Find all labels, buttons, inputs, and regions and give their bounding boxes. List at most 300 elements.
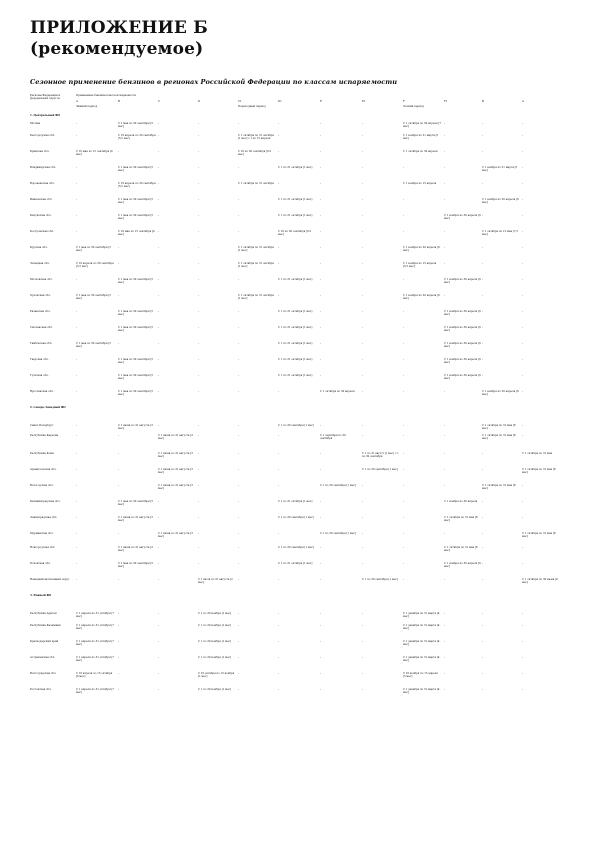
class-header-0: A [76, 100, 78, 103]
empty-cell: - [320, 578, 322, 581]
period-cell: С 1 ноября по 31 марта [5 мес] [403, 134, 439, 141]
empty-cell: - [278, 246, 280, 249]
empty-cell: - [444, 390, 446, 393]
empty-cell: - [482, 294, 484, 297]
empty-cell: - [482, 656, 484, 659]
empty-cell: - [198, 424, 200, 427]
header-period-a: Зимний период [76, 105, 98, 108]
empty-cell: - [198, 326, 200, 329]
period-cell: С 1 по 31 октября [1 мес] [278, 500, 313, 503]
period-cell: С 1 по 31 октября [1 мес] [278, 166, 313, 169]
empty-cell: - [522, 688, 524, 691]
empty-cell: - [482, 468, 484, 471]
period-cell: С 16 мая по 15 сентября [4 мес] [118, 230, 155, 237]
empty-cell: - [198, 262, 200, 265]
region-name: Рязанская обл. [30, 310, 51, 313]
period-cell: С 1 ноября по 30 апреля [6 мес] [444, 278, 481, 285]
empty-cell: - [362, 246, 364, 249]
period-cell: С 16 по 30 сентября [0,5 мес] [238, 150, 272, 157]
empty-cell: - [522, 294, 524, 297]
period-cell: С 16 апреля по 30 сентября [5,5 мес] [118, 182, 156, 189]
region-name: Воронежская обл. [30, 182, 55, 185]
empty-cell: - [522, 516, 524, 519]
empty-cell: - [444, 452, 446, 455]
empty-cell: - [362, 230, 364, 233]
empty-cell: - [198, 434, 200, 437]
empty-cell: - [444, 578, 446, 581]
period-cell: С 1 октября по 31 мая [8 мес] [522, 532, 556, 539]
empty-cell: - [238, 390, 240, 393]
class-header-11: A [522, 100, 524, 103]
empty-cell: - [118, 294, 120, 297]
empty-cell: - [76, 516, 78, 519]
empty-cell: - [76, 122, 78, 125]
empty-cell: - [198, 516, 200, 519]
empty-cell: - [238, 424, 240, 427]
period-cell: С 1 октября по 15 мая [7,5 мес] [482, 230, 518, 237]
empty-cell: - [362, 672, 364, 675]
period-cell: С 1 июня по 31 августа [3 мес] [158, 484, 193, 491]
empty-cell: - [403, 500, 405, 503]
empty-cell: - [238, 230, 240, 233]
region-name: Липецкая обл. [30, 262, 50, 265]
empty-cell: - [320, 166, 322, 169]
empty-cell: - [444, 468, 446, 471]
empty-cell: - [522, 424, 524, 427]
period-cell: С 16 апреля по 30 сентября [5,5 мес] [76, 262, 114, 269]
empty-cell: - [278, 434, 280, 437]
period-cell: С 1 октября по 30 апреля [403, 150, 438, 153]
empty-cell: - [522, 612, 524, 615]
empty-cell: - [76, 578, 78, 581]
empty-cell: - [238, 214, 240, 217]
empty-cell: - [278, 578, 280, 581]
empty-cell: - [198, 310, 200, 313]
empty-cell: - [158, 546, 160, 549]
empty-cell: - [278, 182, 280, 185]
period-cell: С 1 октября по 30 июня [9 мес] [522, 578, 558, 585]
period-cell: С 1 мая по 30 сентября [5 мес] [118, 198, 154, 205]
empty-cell: - [320, 468, 322, 471]
empty-cell: - [482, 150, 484, 153]
empty-cell: - [482, 452, 484, 455]
empty-cell: - [238, 122, 240, 125]
empty-cell: - [198, 562, 200, 565]
empty-cell: - [158, 166, 160, 169]
empty-cell: - [362, 424, 364, 427]
empty-cell: - [320, 516, 322, 519]
period-cell: С 1 июня по 31 августа [3 мес] [158, 452, 193, 459]
empty-cell: - [320, 640, 322, 643]
empty-cell: - [362, 166, 364, 169]
empty-cell: - [158, 294, 160, 297]
empty-cell: - [482, 578, 484, 581]
period-cell: С 1 мая по 30 сентября [5 мес] [118, 358, 154, 365]
empty-cell: - [118, 640, 120, 643]
empty-cell: - [362, 278, 364, 281]
empty-cell: - [76, 230, 78, 233]
empty-cell: - [278, 390, 280, 393]
empty-cell: - [403, 278, 405, 281]
empty-cell: - [403, 310, 405, 313]
class-header-5: D1 [278, 100, 282, 103]
period-cell: С 1 мая по 30 сентября [5 мес] [76, 342, 112, 349]
region-name: Волгоградская обл. [30, 672, 57, 675]
empty-cell: - [444, 134, 446, 137]
class-header-1: B [118, 100, 120, 103]
empty-cell: - [522, 166, 524, 169]
empty-cell: - [522, 262, 524, 265]
empty-cell: - [403, 326, 405, 329]
period-cell: С 1 октября по 31 октября [238, 182, 274, 185]
empty-cell: - [238, 278, 240, 281]
empty-cell: - [118, 484, 120, 487]
empty-cell: - [238, 342, 240, 345]
empty-cell: - [522, 374, 524, 377]
empty-cell: - [444, 198, 446, 201]
empty-cell: - [158, 198, 160, 201]
empty-cell: - [118, 452, 120, 455]
empty-cell: - [76, 326, 78, 329]
empty-cell: - [444, 294, 446, 297]
empty-cell: - [444, 656, 446, 659]
empty-cell: - [362, 390, 364, 393]
period-cell: С 1 мая по 30 сентября [5 мес] [118, 562, 154, 569]
empty-cell: - [238, 452, 240, 455]
empty-cell: - [76, 452, 78, 455]
empty-cell: - [278, 624, 280, 627]
empty-cell: - [238, 688, 240, 691]
empty-cell: - [482, 134, 484, 137]
period-cell: С 1 ноября по 30 апреля [6 мес] [444, 374, 481, 381]
empty-cell: - [76, 134, 78, 137]
region-name: Республика Калмыкия [30, 624, 61, 627]
empty-cell: - [320, 134, 322, 137]
empty-cell: - [76, 468, 78, 471]
empty-cell: - [522, 278, 524, 281]
empty-cell: - [444, 688, 446, 691]
empty-cell: - [158, 134, 160, 137]
empty-cell: - [403, 434, 405, 437]
period-cell: С 1 по 31 октября [1 мес] [278, 326, 313, 329]
class-header-4: C1 [238, 100, 242, 103]
region-name: Ростовская обл. [30, 688, 52, 691]
region-name: Тверская обл. [30, 358, 49, 361]
empty-cell: - [403, 516, 405, 519]
empty-cell: - [403, 230, 405, 233]
empty-cell: - [158, 278, 160, 281]
period-cell: С 1 по 30 сентября [1 мес] [362, 578, 398, 581]
section-heading: 2. Северо-Западный ФО [30, 406, 66, 409]
header-period-c: Летний период [403, 105, 424, 108]
region-name: Владимирская обл. [30, 166, 57, 169]
empty-cell: - [320, 374, 322, 377]
empty-cell: - [278, 640, 280, 643]
empty-cell: - [320, 198, 322, 201]
table-header [30, 94, 570, 112]
period-cell: С 1 по 30 сентября [1 мес] [320, 484, 356, 487]
empty-cell: - [118, 578, 120, 581]
empty-cell: - [482, 532, 484, 535]
period-cell: С 1 по 30 сентября [1 мес] [320, 532, 356, 535]
empty-cell: - [118, 612, 120, 615]
period-cell: С 1 мая по 30 сентября [5 мес] [118, 500, 154, 507]
empty-cell: - [158, 358, 160, 361]
period-cell: С 1 по 31 октября [1 мес] [278, 310, 313, 313]
empty-cell: - [522, 134, 524, 137]
period-cell: С 1 октября по 31 мая [522, 452, 553, 455]
empty-cell: - [482, 688, 484, 691]
period-cell: С 1 октября по 31 мая [8 мес] [482, 424, 516, 431]
appendix-title-line2: (рекомендуемое) [30, 39, 204, 59]
empty-cell: - [278, 122, 280, 125]
empty-cell: - [238, 656, 240, 659]
empty-cell: - [320, 246, 322, 249]
empty-cell: - [403, 342, 405, 345]
empty-cell: - [278, 532, 280, 535]
region-name: Вологодская обл. [30, 484, 54, 487]
empty-cell: - [158, 262, 160, 265]
empty-cell: - [522, 500, 524, 503]
empty-cell: - [362, 688, 364, 691]
region-name: Тульская обл. [30, 374, 49, 377]
empty-cell: - [522, 640, 524, 643]
empty-cell: - [158, 342, 160, 345]
period-cell: С 1 по 31 октября [1 мес] [278, 198, 313, 201]
empty-cell: - [198, 182, 200, 185]
empty-cell: - [362, 562, 364, 565]
empty-cell: - [482, 612, 484, 615]
empty-cell: - [403, 358, 405, 361]
empty-cell: - [198, 390, 200, 393]
period-cell: С 1 октября по 31 мая [8 мес] [522, 468, 556, 475]
empty-cell: - [320, 624, 322, 627]
empty-cell: - [158, 390, 160, 393]
header-top-note: Применение бензина класса испаряемости [76, 94, 136, 97]
empty-cell: - [238, 374, 240, 377]
empty-cell: - [362, 624, 364, 627]
empty-cell: - [76, 484, 78, 487]
empty-cell: - [482, 546, 484, 549]
empty-cell: - [158, 424, 160, 427]
empty-cell: - [198, 546, 200, 549]
empty-cell: - [362, 182, 364, 185]
period-cell: С 1 октября по 31 октября [1 мес] [238, 262, 274, 269]
empty-cell: - [403, 484, 405, 487]
empty-cell: - [158, 562, 160, 565]
region-name: Санкт-Петербург [30, 424, 54, 427]
period-cell: С 1 ноября по 15 апреля [5,5 мес] [403, 262, 437, 269]
empty-cell: - [278, 468, 280, 471]
empty-cell: - [320, 342, 322, 345]
region-name: Ивановская обл. [30, 198, 53, 201]
empty-cell: - [362, 358, 364, 361]
region-name: Костромская обл. [30, 230, 54, 233]
period-cell: С 1 ноября по 30 апреля [6 мес] [444, 562, 481, 569]
empty-cell: - [198, 342, 200, 345]
period-cell: С 16 апреля по 15 октября [6 мес] [76, 672, 113, 679]
empty-cell: - [320, 672, 322, 675]
period-cell: С 1 мая по 30 сентября [5 мес] [118, 166, 154, 173]
period-cell: С 1 ноября по 30 апреля [6 мес] [403, 246, 440, 253]
appendix-title [30, 18, 208, 60]
empty-cell: - [482, 374, 484, 377]
period-cell: С 1 по 31 октября [1 мес] [278, 214, 313, 217]
empty-cell: - [118, 246, 120, 249]
period-cell: С 1 апреля по 31 октября [7 мес] [76, 688, 114, 695]
region-column-header: Регионы Федерации и федеральных округов [30, 94, 61, 101]
empty-cell: - [320, 358, 322, 361]
empty-cell: - [76, 374, 78, 377]
class-header-8: F [403, 100, 405, 103]
period-cell: С 1 ноября по 30 апреля [6 мес] [482, 390, 519, 397]
empty-cell: - [522, 434, 524, 437]
empty-cell: - [482, 182, 484, 185]
empty-cell: - [158, 640, 160, 643]
empty-cell: - [118, 688, 120, 691]
empty-cell: - [403, 468, 405, 471]
empty-cell: - [482, 214, 484, 217]
empty-cell: - [362, 640, 364, 643]
empty-cell: - [118, 262, 120, 265]
empty-cell: - [118, 672, 120, 675]
empty-cell: - [198, 278, 200, 281]
region-name: Республика Коми [30, 452, 54, 455]
empty-cell: - [362, 134, 364, 137]
empty-cell: - [522, 624, 524, 627]
empty-cell: - [522, 656, 524, 659]
empty-cell: - [198, 122, 200, 125]
empty-cell: - [444, 624, 446, 627]
empty-cell: - [278, 672, 280, 675]
empty-cell: - [522, 358, 524, 361]
empty-cell: - [444, 532, 446, 535]
period-cell: С 1 ноября по 30 апреля [6 мес] [444, 358, 481, 365]
empty-cell: - [238, 612, 240, 615]
empty-cell: - [320, 546, 322, 549]
empty-cell: - [482, 278, 484, 281]
empty-cell: - [320, 150, 322, 153]
empty-cell: - [320, 612, 322, 615]
empty-cell: - [278, 484, 280, 487]
empty-cell: - [362, 656, 364, 659]
empty-cell: - [76, 310, 78, 313]
period-cell: С 1 по 31 октября [1 мес] [278, 358, 313, 361]
period-cell: С 16 апреля по 30 сентября [5,5 мес] [118, 134, 156, 141]
empty-cell: - [158, 230, 160, 233]
empty-cell: - [444, 166, 446, 169]
region-name: Республика Адыгея [30, 612, 57, 615]
period-cell: С 1 по 30 ноября [1 мес] [198, 624, 232, 627]
period-cell: С 1 июля по 31 августа [2 мес] [198, 578, 233, 585]
empty-cell: - [238, 640, 240, 643]
empty-cell: - [444, 246, 446, 249]
period-cell: С 16 по 30 сентября [0,5 мес] [278, 230, 312, 237]
empty-cell: - [482, 516, 484, 519]
region-name: Белгородская обл. [30, 134, 56, 137]
empty-cell: - [403, 424, 405, 427]
empty-cell: - [198, 198, 200, 201]
period-cell: С 1 по 30 ноября [1 мес] [198, 656, 232, 659]
empty-cell: - [158, 246, 160, 249]
empty-cell: - [522, 122, 524, 125]
empty-cell: - [76, 546, 78, 549]
empty-cell: - [238, 578, 240, 581]
empty-cell: - [444, 122, 446, 125]
empty-cell: - [118, 624, 120, 627]
empty-cell: - [403, 532, 405, 535]
region-name: Тамбовская обл. [30, 342, 53, 345]
empty-cell: - [158, 122, 160, 125]
period-cell: С 1 ноября по 30 апреля [6 мес] [403, 294, 440, 301]
period-cell: С 1 ноября по 30 апреля [6 мес] [444, 342, 481, 349]
period-cell: С 1 по 30 ноября [1 мес] [198, 612, 232, 615]
empty-cell: - [362, 262, 364, 265]
period-cell: С 1 декабря по 31 марта [4 мес] [403, 612, 440, 619]
period-cell: С 1 мая по 30 сентября [5 мес] [76, 246, 112, 253]
empty-cell: - [238, 562, 240, 565]
empty-cell: - [482, 262, 484, 265]
empty-cell: - [238, 198, 240, 201]
empty-cell: - [158, 516, 160, 519]
empty-cell: - [403, 452, 405, 455]
empty-cell: - [362, 434, 364, 437]
empty-cell: - [320, 326, 322, 329]
empty-cell: - [522, 198, 524, 201]
empty-cell: - [238, 468, 240, 471]
empty-cell: - [403, 390, 405, 393]
empty-cell: - [238, 532, 240, 535]
empty-cell: - [278, 452, 280, 455]
period-cell: С 1 по 30 ноября [1 мес] [198, 688, 232, 691]
empty-cell: - [198, 230, 200, 233]
empty-cell: - [158, 672, 160, 675]
empty-cell: - [238, 358, 240, 361]
empty-cell: - [76, 278, 78, 281]
period-cell: С 1 июня по 31 августа [3 мес] [158, 434, 193, 441]
empty-cell: - [482, 246, 484, 249]
empty-cell: - [403, 374, 405, 377]
region-name: Смоленская обл. [30, 326, 53, 329]
empty-cell: - [158, 624, 160, 627]
empty-cell: - [362, 516, 364, 519]
empty-cell: - [522, 546, 524, 549]
empty-cell: - [522, 150, 524, 153]
empty-cell: - [198, 246, 200, 249]
empty-cell: - [362, 532, 364, 535]
empty-cell: - [238, 166, 240, 169]
table-caption: Сезонное применение бензинов в регионах Российской Федерации по классам испаряемости [30, 78, 398, 86]
region-name: Курская обл. [30, 246, 48, 249]
empty-cell: - [444, 484, 446, 487]
empty-cell: - [278, 294, 280, 297]
empty-cell: - [238, 672, 240, 675]
period-cell: С 1 мая по 30 сентября [5 мес] [76, 294, 112, 301]
period-cell: С 1 октября по 31 мая [8 мес] [444, 516, 478, 523]
empty-cell: - [444, 150, 446, 153]
empty-cell: - [118, 468, 120, 471]
region-name: Архангельская обл. [30, 468, 57, 471]
empty-cell: - [158, 612, 160, 615]
empty-cell: - [118, 434, 120, 437]
period-cell: С 1 по 30 сентября [1 мес] [278, 516, 314, 519]
class-header-9: F1 [444, 100, 448, 103]
period-cell: С 1 ноября по 30 апреля [6 мес] [444, 326, 481, 333]
empty-cell: - [362, 500, 364, 503]
period-cell: С 1 апреля по 31 октября [7 мес] [76, 624, 114, 631]
period-cell: С 1 мая по 30 сентября [5 мес] [118, 122, 154, 129]
period-cell: С 1 июня по 31 августа [3 мес] [118, 546, 153, 553]
